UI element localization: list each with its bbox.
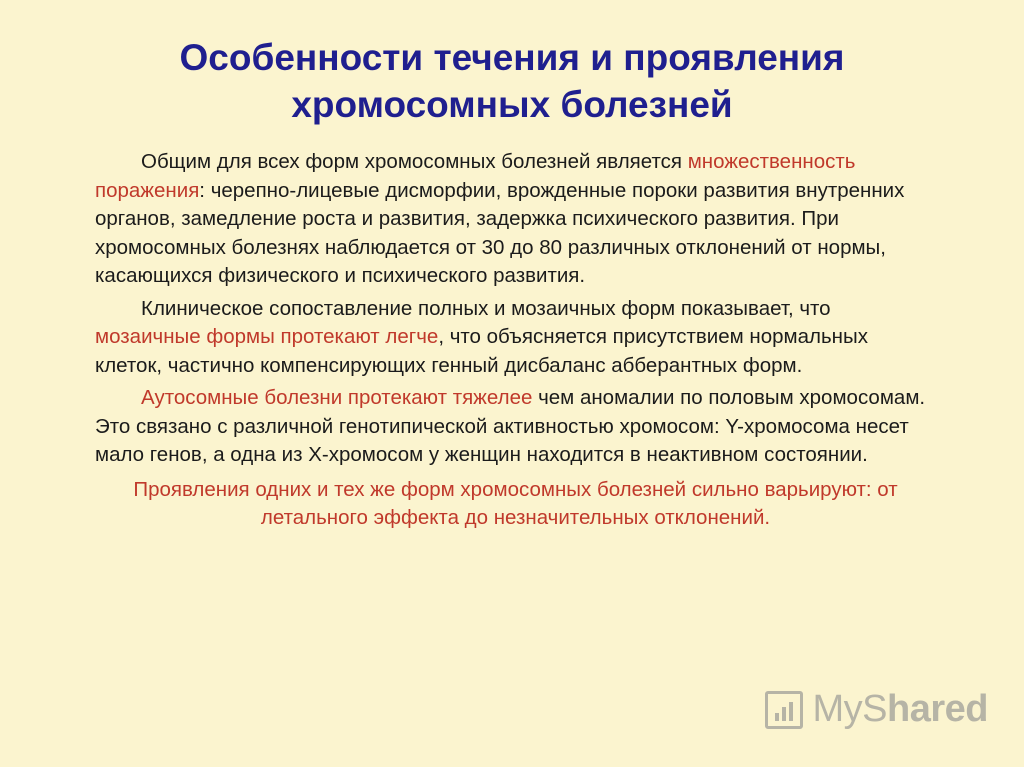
paragraph-2	[95, 295, 936, 381]
paragraph-3-run-2: чем аномалии по половым хромосомам. Это связано с различной генотипической активностью хромосом: Y-хромосома несет мало генов, а одна из X-хромосом у женщин находится в неактивном состоянии.	[95, 386, 926, 466]
paragraph-3-run-1: Аутосомные болезни протекают тяжелее	[141, 386, 533, 409]
page-title	[0, 0, 1024, 128]
watermark-text	[813, 688, 988, 731]
watermark-text-light: MyS	[812, 688, 888, 730]
paragraph-1-run-2: множественность поражения	[95, 150, 856, 202]
slide-body	[95, 148, 936, 533]
paragraph-3	[95, 384, 936, 470]
paragraph-4	[95, 476, 936, 533]
paragraph-1	[95, 148, 936, 291]
watermark-text-bold: hared	[887, 688, 988, 730]
paragraph-2-run-3: , что объясняется присутствием нормальных клеток, частично компенсирующих генный дисбаланс абберантных форм.	[95, 325, 868, 377]
paragraph-4-run-1: Проявления одних и тех же форм хромосомных болезней сильно варьируют: от летального эффекта до незначительных отклонений.	[133, 477, 898, 529]
paragraph-1-run-1: Общим для всех форм хромосомных болезней является	[141, 150, 688, 173]
myshared-watermark	[765, 688, 988, 731]
paragraph-1-run-3: : черепно-лицевые дисморфии, врожденные пороки развития внутренних органов, замедление роста и развития, задержка психического развития. При хромосомных болезнях наблюдается от 30 до 80 различных отклонений от нормы, касающихся физического и психического развития.	[95, 178, 905, 287]
presentation-chart-icon	[765, 691, 803, 729]
paragraph-2-run-2: мозаичные формы протекают легче	[95, 325, 439, 348]
title-line-2: хромосомных болезней	[291, 84, 733, 125]
title-line-1: Особенности течения и проявления	[179, 37, 845, 78]
paragraph-2-run-1: Клиническое сопоставление полных и мозаичных форм показывает, что	[141, 296, 831, 320]
